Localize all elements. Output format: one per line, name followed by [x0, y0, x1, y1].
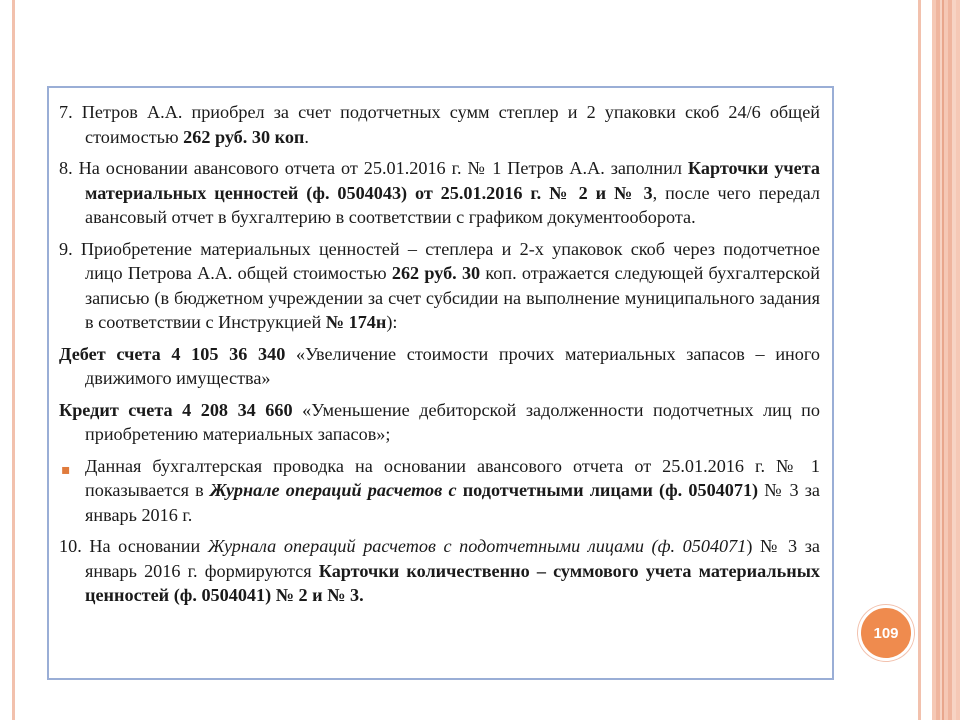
item-10 — [59, 534, 820, 608]
credit-account: Кредит счета 4 208 34 660 — [59, 399, 293, 420]
bullet-note-journal: Журнале операций расчетов с — [209, 480, 457, 500]
frame-right-stripes — [932, 0, 960, 720]
page-number: 109 — [873, 624, 899, 642]
item-8-text: 8. На основании авансового отчета от 25.01.2016 г. № 1 Петров А.А. заполнил — [59, 158, 688, 178]
item-9 — [59, 237, 820, 335]
item-9-amount: 262 руб. 30 — [391, 263, 481, 283]
item-7 — [59, 100, 820, 149]
credit-description: «Уменьшение дебиторской задолженности подотчетных лиц по приобретению материальных запасов»; — [85, 399, 820, 444]
item-9-instruction: № 174н — [325, 312, 387, 332]
page-number-badge — [858, 605, 914, 661]
item-7-amount: 262 руб. 30 коп — [183, 126, 305, 147]
item-10-cards: Карточки количественно – суммового учета материальных ценностей (ф. 0504041) № 2 и № 3. — [85, 560, 821, 605]
item-7-end: . — [304, 126, 309, 147]
item-9-middle: коп. отражается следующей бухгалтерской записью (в бюджетном учреждении за счет субсидии на выполнение муниципального задания в соответствии с Инструкцией — [85, 263, 821, 332]
item-10-journal: Журнала операций расчетов с подотчетными лицами (ф. 0504071 — [207, 536, 747, 556]
item-8-end: , после чего передал авансовый отчет в бухгалтерию в соответствии с графиком документооборота. — [85, 182, 820, 227]
frame-left-line — [12, 0, 15, 720]
bullet-note-journal-form: подотчетными лицами (ф. 0504071) — [456, 480, 759, 500]
debit-description: «Увеличение стоимости прочих материальных запасов – иного движимого имущества» — [85, 343, 820, 388]
item-8 — [59, 156, 820, 230]
item-8-cards: Карточки учета материальных ценностей (ф. 0504043) от 25.01.2016 г. № 2 и № 3 — [85, 158, 821, 203]
bullet-note-text: Данная бухгалтерская проводка на основании авансового отчета от 25.01.2016 г. № 1 показывается в — [85, 455, 820, 500]
frame-right-line — [918, 0, 921, 720]
credit-entry — [59, 398, 820, 447]
orange-diamond-bullet-icon: ▪ — [61, 461, 71, 478]
item-7-text: 7. Петров А.А. приобрел за счет подотчетных сумм степлер и 2 упаковки скоб 24/6 общей стоимостью — [59, 102, 820, 147]
debit-account: Дебет счета 4 105 36 340 — [59, 343, 286, 364]
item-10-middle: ) № 3 за январь 2016 г. формируются — [85, 536, 820, 581]
bullet-note-end: № 3 за январь 2016 г. — [85, 480, 820, 525]
debit-entry — [59, 342, 820, 391]
item-10-text: 10. На основании — [59, 536, 208, 556]
bullet-note — [59, 454, 820, 528]
slide-content-box — [47, 86, 834, 680]
item-9-text: 9. Приобретение материальных ценностей – степлера и 2-х упаковок скоб через подотчетное лицо Петрова А.А. общей стоимостью — [59, 238, 820, 283]
item-9-end: ): — [386, 312, 398, 332]
